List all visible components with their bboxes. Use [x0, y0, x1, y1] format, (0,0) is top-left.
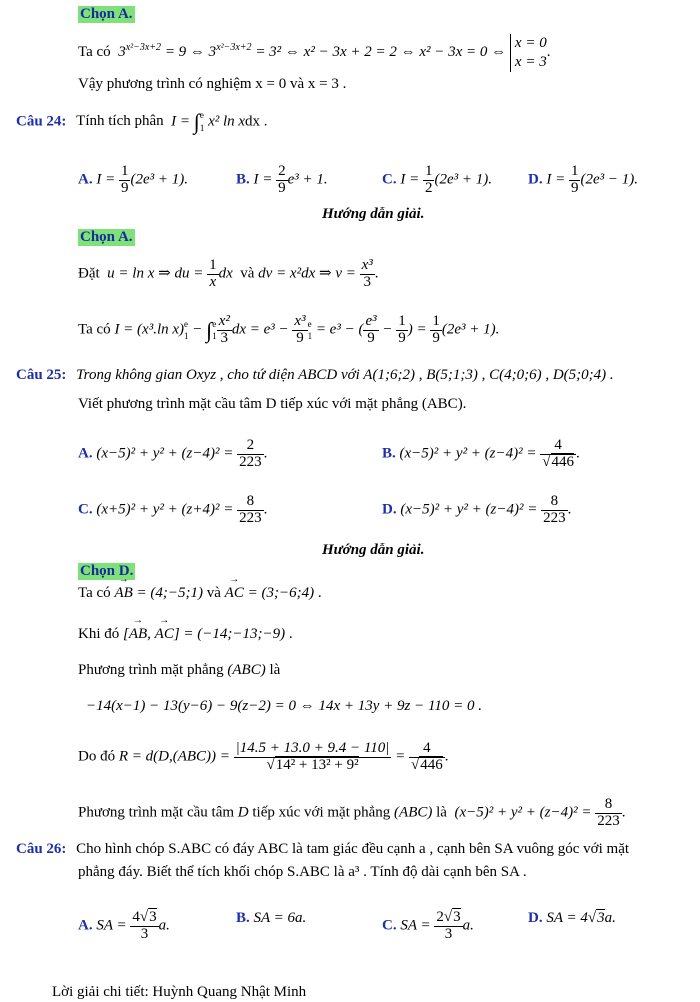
option-d[interactable]: D. I = $\frac{1}{9}$ (2e³ − 1). — [528, 163, 638, 196]
solution-distance: Do đó R = d(D,(ABC)) = $\frac{|14.5 + 13.0 + 9.4 - 110|}{\text{√14² + 13² + 9²}}$ = $\frac{4}{√446}$ . — [78, 740, 449, 773]
question-24: Câu 24: Tính tích phân I = ∫e 1 x² ln xdx . — [16, 109, 268, 134]
question-25-text-line2: Viết phương trình mặt cầu tâm D tiếp xúc với mặt phẳng (ABC). — [78, 396, 467, 412]
solution-heading: Hướng dẫn giải. — [322, 542, 425, 558]
option-a[interactable]: A. SA = $\frac{4√3}{3}$ a. — [78, 909, 170, 942]
option-d[interactable]: D. (x−5)² + y² + (z−4)² = $\frac{8}{223}$ . — [382, 493, 572, 526]
question-26-text-line2: phẳng đáy. Biết thể tích khối chóp S.ABC là a³ . Tính độ dài cạnh bên SA . — [78, 864, 527, 880]
solution-cross-product: Khi đó [→ AB, → AC] = (−14;−13;−9) . — [78, 626, 293, 643]
question-text: Cho hình chóp S.ABC có đáy ABC là tam giác đều cạnh a , cạnh bên SA vuông góc với mặt — [76, 841, 630, 857]
option-c[interactable]: C. SA = $\frac{2√3}{3}$ a. — [382, 909, 474, 942]
solution-line-exponential: Ta có $3^{x^2-3x+2} = 9$ ⇔ $3^{x^2-3x+2} = 3^2$ ⇔ x² − 3x + 2 = 2 ⇔ x² − 3x = 0 ⇔ x = 0 x = 3 . — [78, 35, 551, 70]
footer-author: Lời giải chi tiết: Huỳnh Quang Nhật Minh — [52, 984, 307, 1000]
question-26 — [16, 841, 629, 858]
solution-substitution: Đặt u = ln x ⇒ du = $\frac{1}{x}$ dx và dv = x²dx ⇒ v = $\frac{\text{x³}}{3}$ . — [78, 257, 379, 290]
solution-heading: Hướng dẫn giải. — [322, 206, 425, 222]
answer-tag: Chọn A. — [80, 6, 133, 22]
option-b[interactable]: B. I = $\frac{2}{9}$ e³ + 1. — [236, 163, 328, 196]
answer-tag: Chọn A. — [80, 229, 133, 245]
question-text: Trong không gian Oxyz , cho tứ diện ABCD với A(1;6;2) , B(5;1;3) , C(4;0;6) , D(5;0;4) . — [76, 367, 614, 383]
option-b[interactable]: B. SA = 6a. — [236, 910, 307, 926]
question-25 — [16, 367, 614, 384]
solution-plane-label: Phương trình mặt phẳng (ABC) là — [78, 662, 281, 678]
option-d[interactable]: D. SA = 4√3a. — [528, 910, 616, 926]
question-text: Tính tích phân — [76, 113, 164, 130]
question-number: Câu 24: — [16, 113, 67, 130]
option-b[interactable]: B. (x−5)² + y² + (z−4)² = $\frac{4}{√446}$ . — [382, 437, 580, 470]
conclusion-line: Vậy phương trình có nghiệm x = 0 và x = 3 . — [78, 76, 347, 92]
option-a[interactable]: A. (x−5)² + y² + (z−4)² = $\frac{2}{223}$ . — [78, 437, 268, 470]
line-prefix: Ta có — [78, 44, 111, 61]
solution-plane-equation: −14(x−1) − 13(y−6) − 9(z−2) = 0 ⇔ 14x + 13y + 9z − 110 = 0 . — [86, 698, 483, 714]
question-number: Câu 25: — [16, 367, 67, 383]
option-c[interactable]: C. (x+5)² + y² + (z+4)² = $\frac{8}{223}$ . — [78, 493, 268, 526]
option-c[interactable]: C. I = $\frac{1}{2}$ (2e³ + 1). — [382, 163, 492, 196]
solution-vectors: Ta có → AB = (4;−5;1) và → AC = (3;−6;4) . — [78, 585, 322, 602]
question-number: Câu 26: — [16, 841, 67, 857]
answer-tag: Chọn D. — [80, 563, 134, 579]
option-a[interactable]: A. I = $\frac{1}{9}$ (2e³ + 1). — [78, 163, 188, 196]
solution-sphere-equation: Phương trình mặt cầu tâm D tiếp xúc với mặt phẳng (ABC) là (x−5)² + y² + (z−4)² = $\frac{8}{223}$ . — [78, 796, 626, 829]
solution-integration: Ta có I = (x³.ln x)e 1 − ∫e 1 $\frac{\text{x²}}{3}$ dx = e³ − $\frac{\text{x³}}{9}$ e 1 = e³ − ( $\frac{\text{e³}}{9}$ − $\frac{1}{9}$ ) = $\frac{1}{9}$ (2e³ + 1). — [78, 313, 500, 346]
